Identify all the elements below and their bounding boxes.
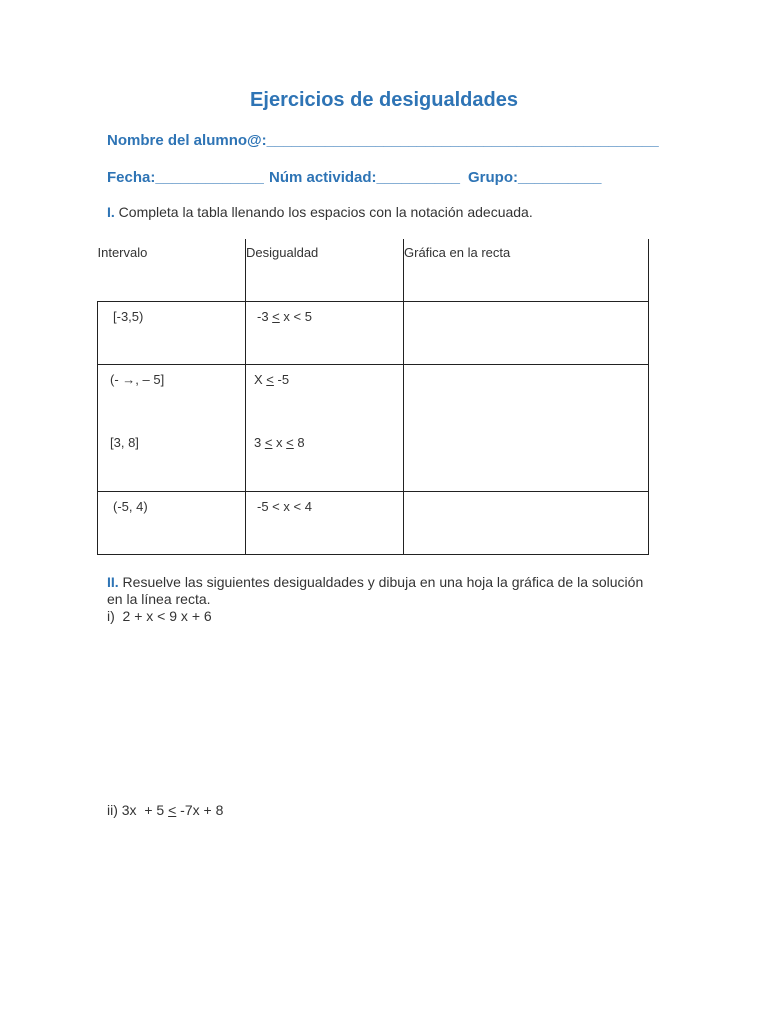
- graph-cell[interactable]: [404, 365, 649, 492]
- section-1-text: Completa la tabla llenando los espacios con la notación adecuada.: [114, 204, 533, 220]
- header-cell-desigualdad: Desigualdad: [246, 239, 404, 302]
- inequality-cell: -3 < x < 5: [246, 302, 404, 365]
- inequality-cell: X < -5 3 < x < 8: [246, 365, 404, 492]
- activity-number-field: Núm actividad:__________: [269, 169, 460, 186]
- section-2-instruction: [107, 574, 707, 590]
- graph-cell[interactable]: [404, 492, 649, 555]
- section-2-text-continued: en la línea recta.: [107, 591, 211, 607]
- table-header-row: [98, 239, 649, 302]
- header-cell-grafica: Gráfica en la recta: [404, 239, 649, 302]
- interval-cell: [-3,5): [98, 302, 246, 365]
- header-cell-intervalo: Intervalo: [98, 239, 246, 302]
- table-row: [98, 492, 649, 555]
- page-title: Ejercicios de desigualdades: [250, 89, 518, 111]
- table-row: [98, 302, 649, 365]
- graph-cell[interactable]: [404, 302, 649, 365]
- inequality-cell: -5 < x < 4: [246, 492, 404, 555]
- student-name-field: Nombre del alumno@:_______________________________________________: [107, 132, 659, 149]
- section-1-instruction: [107, 204, 533, 220]
- section-2-text: Resuelve las siguientes desigualdades y dibuja en una hoja la gráfica de la solución: [118, 574, 644, 590]
- table-row: [98, 365, 649, 492]
- section-1-number: I.: [107, 204, 115, 220]
- interval-cell: (-5, 4): [98, 492, 246, 555]
- inequalities-table: [97, 239, 649, 555]
- problem-2: ii) 3x + 5 < -7x + 8: [107, 802, 224, 818]
- group-field: Grupo:__________: [468, 169, 602, 186]
- interval-cell: (- →, – 5] [3, 8]: [98, 365, 246, 492]
- problem-1: i) 2 + x < 9 x + 6: [107, 608, 212, 624]
- section-2-number: II.: [107, 574, 119, 590]
- date-field: Fecha:_____________: [107, 169, 264, 186]
